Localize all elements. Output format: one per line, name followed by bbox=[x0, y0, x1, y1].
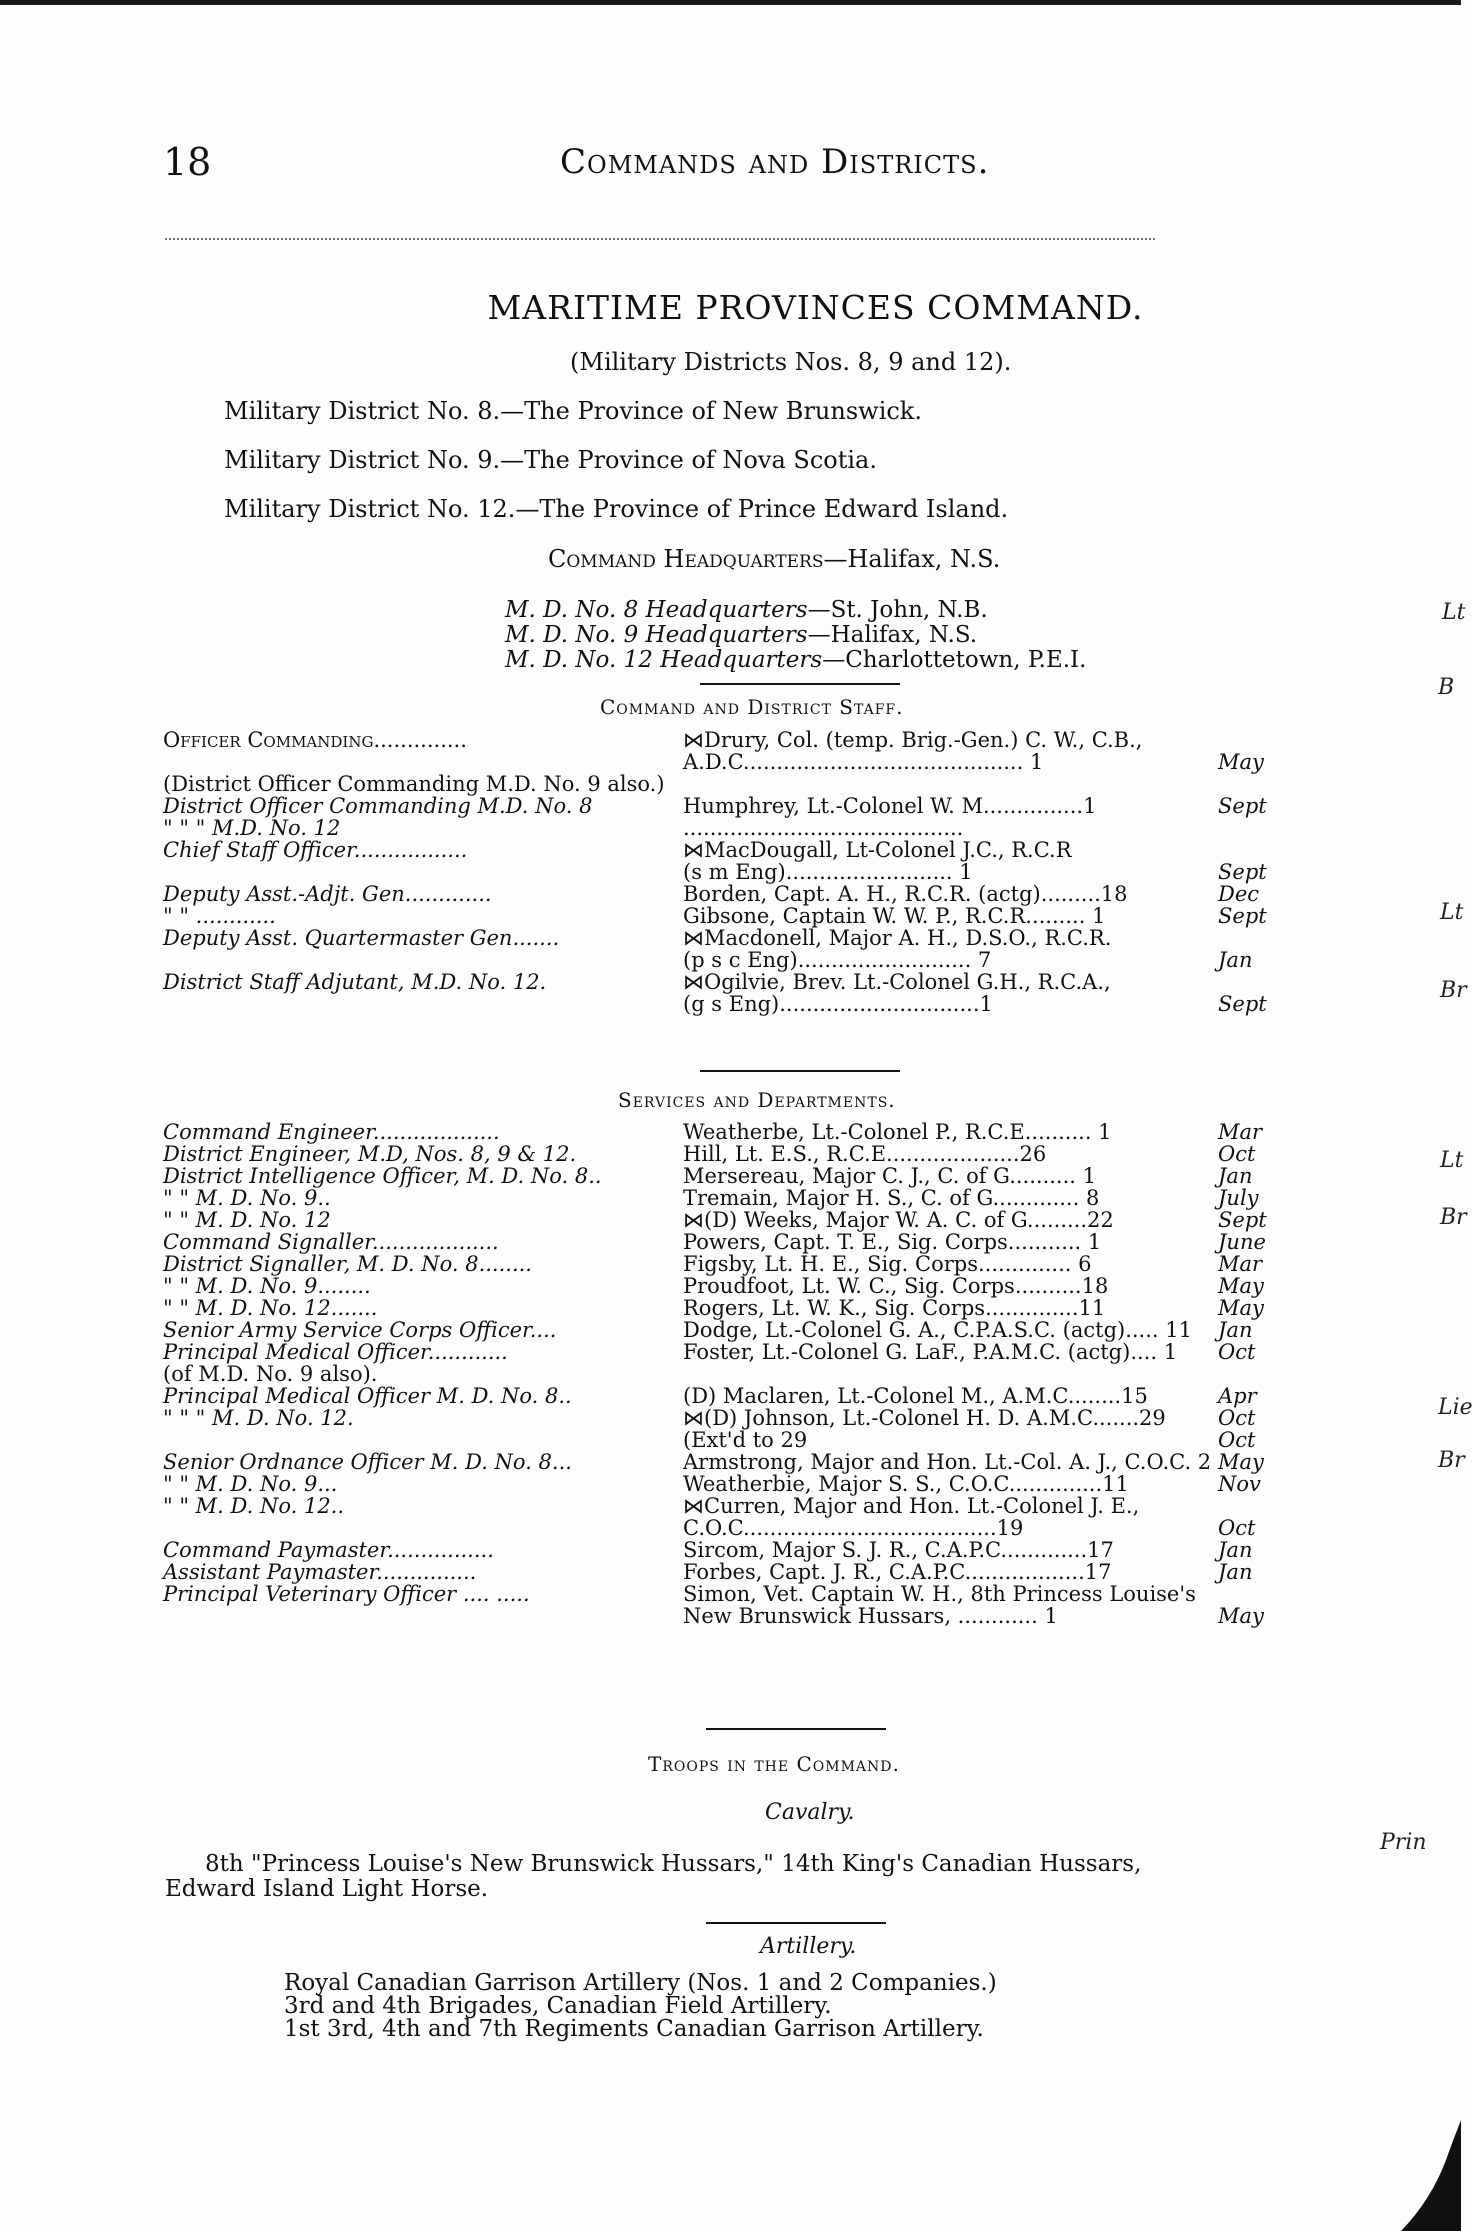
row-officer: Weatherbe, Lt.-Colonel P., R.C.E.......... 1 bbox=[683, 1120, 1112, 1144]
row-officer: New Brunswick Hussars, ............ 1 bbox=[683, 1604, 1058, 1628]
row-officer: Armstrong, Major and Hon. Lt.-Col. A. J., C.O.C. 2 bbox=[683, 1450, 1212, 1474]
command-hq bbox=[548, 545, 1000, 573]
row-date: Mar bbox=[1218, 1252, 1263, 1276]
district-hq bbox=[505, 598, 1086, 623]
district-hq-place: —Charlottetown, P.E.I. bbox=[822, 647, 1087, 673]
row-officer: Figsby, Lt. H. E., Sig. Corps.............. 6 bbox=[683, 1252, 1092, 1276]
row-officer: Sircom, Major S. J. R., C.A.P.C.............17 bbox=[683, 1538, 1114, 1562]
row-date: Oct bbox=[1218, 1516, 1256, 1540]
row-officer: ⋈MacDougall, Lt-Colonel J.C., R.C.R bbox=[683, 838, 1072, 862]
artillery-line: 1st 3rd, 4th and 7th Regiments Canadian Garrison Artillery. bbox=[284, 2016, 984, 2042]
margin-fragment: Br bbox=[1438, 1448, 1465, 1473]
row-officer: ⋈(D) Weeks, Major W. A. C. of G.........22 bbox=[683, 1208, 1114, 1232]
row-date: Sept bbox=[1218, 794, 1267, 818]
row-title: " " M. D. No. 12....... bbox=[163, 1296, 378, 1320]
cavalry-line: 8th "Princess Louise's New Brunswick Hussars," 14th King's Canadian Hussars, bbox=[205, 1851, 1142, 1877]
row-officer: Simon, Vet. Captain W. H., 8th Princess Louise's bbox=[683, 1582, 1196, 1606]
row-date: Sept bbox=[1218, 1208, 1267, 1232]
row-title: " " M. D. No. 12 bbox=[163, 1208, 331, 1232]
row-date: May bbox=[1218, 1296, 1264, 1320]
district-hq-label: M. D. No. 9 Headquarters bbox=[505, 622, 808, 648]
row-title: Senior Ordnance Officer M. D. No. 8... bbox=[163, 1450, 572, 1474]
row-title: Officer Commanding.............. bbox=[163, 728, 467, 752]
row-date: Mar bbox=[1218, 1120, 1263, 1144]
row-date: Nov bbox=[1218, 1472, 1261, 1496]
row-officer: Tremain, Major H. S., C. of G............. 8 bbox=[683, 1186, 1100, 1210]
margin-fragment: Lie bbox=[1438, 1395, 1473, 1420]
section-rule bbox=[706, 1922, 886, 1924]
command-hq-place: —Halifax, N.S. bbox=[823, 545, 1001, 573]
row-title: Principal Veterinary Officer .... ..... bbox=[163, 1582, 530, 1606]
row-title: Chief Staff Officer................. bbox=[163, 838, 468, 862]
row-title: " " M. D. No. 9... bbox=[163, 1472, 338, 1496]
command-title: MARITIME PROVINCES COMMAND. bbox=[487, 288, 1144, 327]
row-date: May bbox=[1218, 1604, 1264, 1628]
row-officer: Humphrey, Lt.-Colonel W. M...............1 bbox=[683, 794, 1097, 818]
cavalry-text bbox=[165, 1852, 1385, 1902]
row-officer: Proudfoot, Lt. W. C., Sig. Corps..........18 bbox=[683, 1274, 1109, 1298]
row-date: Oct bbox=[1218, 1428, 1256, 1452]
margin-fragment: Prin bbox=[1380, 1830, 1427, 1855]
command-hq-label: Command Headquarters bbox=[548, 545, 824, 573]
row-officer: ⋈Macdonell, Major A. H., D.S.O., R.C.R. bbox=[683, 926, 1112, 950]
row-officer: (Ext'd to 29 bbox=[683, 1428, 808, 1452]
row-title: " " " M. D. No. 12. bbox=[163, 1406, 354, 1430]
margin-fragment: B bbox=[1438, 675, 1455, 700]
row-date: May bbox=[1218, 750, 1264, 774]
district-hq bbox=[505, 623, 1086, 648]
row-title: District Staff Adjutant, M.D. No. 12. bbox=[163, 970, 547, 994]
row-title: District Engineer, M.D, Nos. 8, 9 & 12. bbox=[163, 1142, 577, 1166]
row-title: Deputy Asst. Quartermaster Gen....... bbox=[163, 926, 560, 950]
row-officer: Dodge, Lt.-Colonel G. A., C.P.A.S.C. (actg)..... 11 bbox=[683, 1318, 1192, 1342]
row-officer: (D) Maclaren, Lt.-Colonel M., A.M.C........15 bbox=[683, 1384, 1148, 1408]
row-date: Jan bbox=[1218, 1538, 1253, 1562]
row-date: Apr bbox=[1218, 1384, 1257, 1408]
row-officer: Mersereau, Major C. J., C. of G.......... 1 bbox=[683, 1164, 1096, 1188]
row-title: Principal Medical Officer M. D. No. 8.. bbox=[163, 1384, 572, 1408]
row-title: Deputy Asst.-Adjt. Gen............. bbox=[163, 882, 492, 906]
district-hq-label: M. D. No. 8 Headquarters bbox=[505, 597, 808, 623]
row-officer: Weatherbie, Major S. S., C.O.C..............11 bbox=[683, 1472, 1129, 1496]
row-date: May bbox=[1218, 1274, 1264, 1298]
row-officer: Rogers, Lt. W. K., Sig. Corps..............11 bbox=[683, 1296, 1106, 1320]
row-date: July bbox=[1218, 1186, 1259, 1210]
district-hq bbox=[505, 648, 1086, 673]
row-title: " " M. D. No. 9........ bbox=[163, 1274, 371, 1298]
district-hq-label: M. D. No. 12 Headquarters bbox=[505, 647, 823, 673]
section-rule bbox=[706, 1728, 886, 1730]
margin-fragment: Lt bbox=[1440, 1148, 1464, 1173]
district-hq-block bbox=[505, 598, 1086, 673]
margin-fragment: Lt bbox=[1440, 900, 1464, 925]
row-title: Assistant Paymaster............... bbox=[163, 1560, 477, 1584]
row-date: Sept bbox=[1218, 860, 1267, 884]
page-curl-shadow bbox=[1391, 2120, 1461, 2231]
row-date: Sept bbox=[1218, 992, 1267, 1016]
district-hq-place: —Halifax, N.S. bbox=[807, 622, 978, 648]
margin-fragment: Br bbox=[1440, 1205, 1467, 1230]
row-title: " " M. D. No. 12.. bbox=[163, 1494, 345, 1518]
row-title: Command Engineer................... bbox=[163, 1120, 500, 1144]
row-officer: A.D.C.......................................... 1 bbox=[683, 750, 1044, 774]
district-hq-place: —St. John, N.B. bbox=[807, 597, 988, 623]
row-title: Senior Army Service Corps Officer.... bbox=[163, 1318, 557, 1342]
row-title: " " " M.D. No. 12 bbox=[163, 816, 341, 840]
row-date: Jan bbox=[1218, 1164, 1253, 1188]
row-title: " " M. D. No. 9.. bbox=[163, 1186, 331, 1210]
row-officer: Hill, Lt. E.S., R.C.E....................26 bbox=[683, 1142, 1047, 1166]
row-date: Sept bbox=[1218, 904, 1267, 928]
row-title: Command Paymaster................ bbox=[163, 1538, 494, 1562]
row-title: Command Signaller................... bbox=[163, 1230, 499, 1254]
row-date: Oct bbox=[1218, 1406, 1256, 1430]
staff-heading: Command and District Staff. bbox=[600, 695, 904, 719]
row-title: (of M.D. No. 9 also). bbox=[163, 1362, 378, 1386]
row-officer: (s m Eng)......................... 1 bbox=[683, 860, 973, 884]
troops-heading: Troops in the Command. bbox=[648, 1752, 900, 1776]
row-title: District Intelligence Officer, M. D. No. 8.. bbox=[163, 1164, 602, 1188]
artillery-line: Royal Canadian Garrison Artillery (Nos. 1 and 2 Companies.) bbox=[284, 1970, 997, 1996]
row-officer: (g s Eng)..............................1 bbox=[683, 992, 993, 1016]
row-date: Oct bbox=[1218, 1340, 1256, 1364]
header-rule bbox=[165, 238, 1155, 240]
row-officer: Powers, Capt. T. E., Sig. Corps........... 1 bbox=[683, 1230, 1102, 1254]
artillery-heading: Artillery. bbox=[760, 1934, 857, 1959]
row-date: Jan bbox=[1218, 948, 1253, 972]
row-officer: ⋈Curren, Major and Hon. Lt.-Colonel J. E., bbox=[683, 1494, 1140, 1518]
cavalry-line: Edward Island Light Horse. bbox=[165, 1876, 489, 1902]
services-heading: Services and Departments. bbox=[618, 1088, 896, 1112]
row-date: June bbox=[1218, 1230, 1266, 1254]
row-date: Dec bbox=[1218, 882, 1260, 906]
row-officer: Foster, Lt.-Colonel G. LaF., P.A.M.C. (actg).... 1 bbox=[683, 1340, 1178, 1364]
command-subtitle: (Military Districts Nos. 8, 9 and 12). bbox=[570, 348, 1012, 376]
district-line: Military District No. 9.—The Province of Nova Scotia. bbox=[224, 446, 877, 474]
row-officer: (p s c Eng).......................... 7 bbox=[683, 948, 992, 972]
cavalry-heading: Cavalry. bbox=[765, 1800, 855, 1825]
running-title: Commands and Districts. bbox=[560, 142, 990, 182]
row-officer: ⋈(D) Johnson, Lt.-Colonel H. D. A.M.C.......29 bbox=[683, 1406, 1166, 1430]
row-date: Jan bbox=[1218, 1560, 1253, 1584]
scan-edge bbox=[0, 0, 1461, 5]
district-line: Military District No. 12.—The Province of Prince Edward Island. bbox=[224, 495, 1009, 523]
row-title: (District Officer Commanding M.D. No. 9 also.) bbox=[163, 772, 665, 796]
row-officer: ⋈Drury, Col. (temp. Brig.-Gen.) C. W., C.B., bbox=[683, 728, 1143, 752]
margin-fragment: Br bbox=[1440, 978, 1467, 1003]
section-rule bbox=[700, 683, 900, 685]
district-line: Military District No. 8.—The Province of New Brunswick. bbox=[224, 397, 922, 425]
row-officer: Borden, Capt. A. H., R.C.R. (actg).........18 bbox=[683, 882, 1128, 906]
margin-fragment: Lt bbox=[1442, 600, 1466, 625]
row-date: Oct bbox=[1218, 1142, 1256, 1166]
row-title: District Officer Commanding M.D. No. 8 bbox=[163, 794, 593, 818]
artillery-line: 3rd and 4th Brigades, Canadian Field Artillery. bbox=[284, 1993, 832, 2019]
row-date: Jan bbox=[1218, 1318, 1253, 1342]
row-date: May bbox=[1218, 1450, 1264, 1474]
row-officer: Gibsone, Captain W. W. P., R.C.R......... 1 bbox=[683, 904, 1106, 928]
row-officer: .......................................... bbox=[683, 816, 964, 840]
row-title: District Signaller, M. D. No. 8........ bbox=[163, 1252, 532, 1276]
row-title: " " ............ bbox=[163, 904, 276, 928]
row-officer: C.O.C......................................19 bbox=[683, 1516, 1024, 1540]
row-officer: Forbes, Capt. J. R., C.A.P.C..................17 bbox=[683, 1560, 1112, 1584]
section-rule bbox=[700, 1070, 900, 1072]
row-officer: ⋈Ogilvie, Brev. Lt.-Colonel G.H., R.C.A., bbox=[683, 970, 1111, 994]
row-title: Principal Medical Officer............ bbox=[163, 1340, 508, 1364]
page-number: 18 bbox=[163, 140, 212, 184]
